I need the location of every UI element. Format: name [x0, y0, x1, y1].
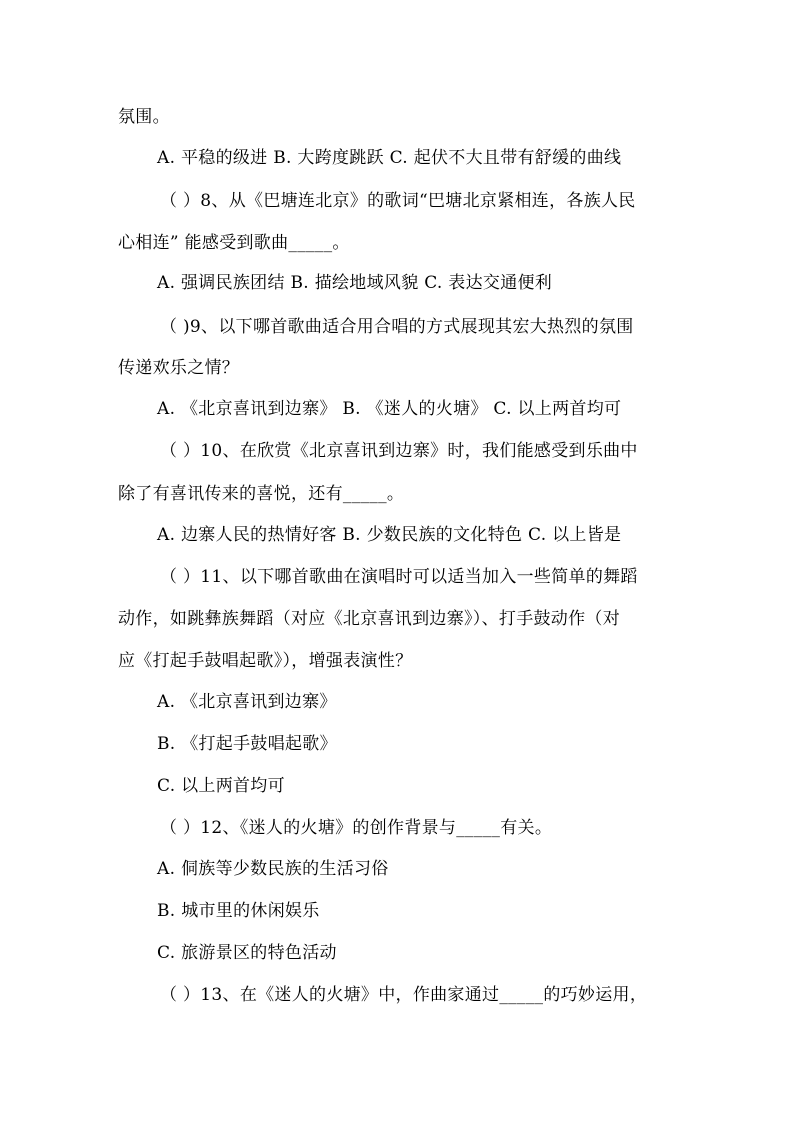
- option-q12-b: B. 城市里的休闲娱乐: [157, 901, 320, 921]
- question-9-continued: 传递欢乐之情？: [118, 358, 240, 378]
- option-q12-a: A. 侗族等少数民族的生活习俗: [157, 859, 389, 879]
- question-10: （ ）10、在欣赏《北京喜讯到边寨》时，我们能感受到乐曲中: [160, 441, 638, 461]
- question-11-continued-2: 应《打起手鼓唱起歌》），增强表演性？: [118, 651, 413, 671]
- question-13: （ ）13、在《迷人的火塘》中，作曲家通过_____的巧妙运用，: [160, 985, 648, 1005]
- question-8-continued: 心相连” 能感受到歌曲_____。: [118, 233, 350, 253]
- question-8: （ ）8、从《巴塘连北京》的歌词“巴塘北京紧相连，各族人民: [160, 191, 636, 211]
- options-q10: A. 边寨人民的热情好客 B. 少数民族的文化特色 C. 以上皆是: [157, 525, 622, 545]
- question-10-continued: 除了有喜讯传来的喜悦，还有_____。: [118, 484, 405, 504]
- options-q9: A. 《北京喜讯到边寨》 B. 《迷人的火塘》 C. 以上两首均可: [157, 399, 622, 419]
- options-q8: A. 强调民族团结 B. 描绘地域风貌 C. 表达交通便利: [157, 273, 553, 293]
- options-q7: A. 平稳的级进 B. 大跨度跳跃 C. 起伏不大且带有舒缓的曲线: [157, 148, 622, 168]
- question-11-continued-1: 动作，如跳彝族舞蹈（对应《北京喜讯到边寨》）、打手鼓动作（对: [118, 609, 620, 629]
- text-line-continuation: 氛围。: [118, 107, 170, 127]
- question-12: （ ）12、《迷人的火塘》的创作背景与_____有关。: [160, 818, 553, 838]
- question-11: （ ）11、以下哪首歌曲在演唱时可以适当加入一些简单的舞蹈: [160, 567, 638, 587]
- option-q11-a: A. 《北京喜讯到边寨》: [157, 692, 337, 712]
- question-9: （ )9、以下哪首歌曲适合用合唱的方式展现其宏大热烈的氛围: [160, 317, 634, 337]
- option-q11-b: B. 《打起手鼓唱起歌》: [157, 734, 337, 754]
- option-q12-c: C. 旅游景区的特色活动: [157, 943, 337, 963]
- option-q11-c: C. 以上两首均可: [157, 776, 285, 796]
